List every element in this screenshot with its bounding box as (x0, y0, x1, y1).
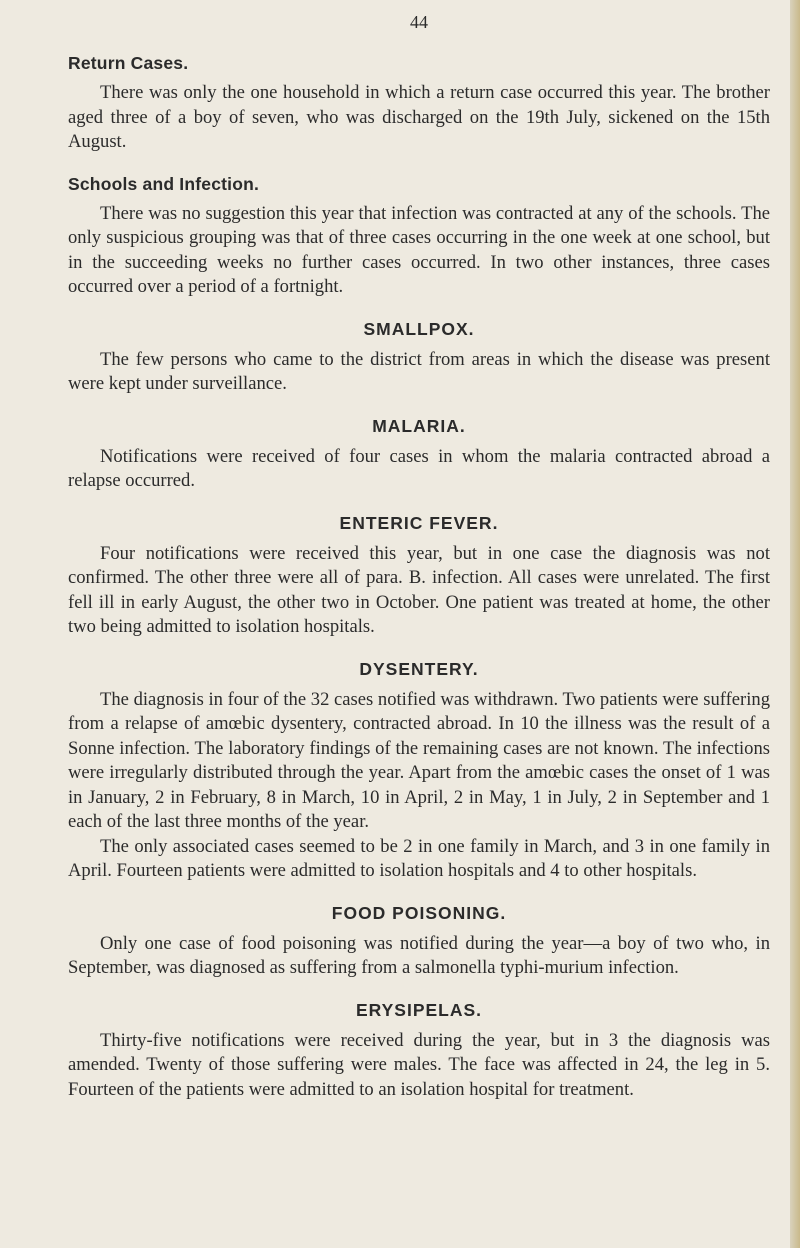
paragraph: The only associated cases seemed to be 2 in one family in March, and 3 in one family in April. Fourteen patients were admitted to isolation hospitals and 4 to other hospitals. (68, 835, 770, 881)
section-smallpox (68, 318, 770, 397)
paragraph: Only one case of food poisoning was notified during the year—a boy of two who, in September, was diagnosed as suffering from a salmonella typhi-murium infection. (68, 932, 770, 978)
paragraph: The diagnosis in four of the 32 cases notified was withdrawn. Two patients were suffering from a relapse of amœbic dysentery, contracted abroad. In 10 the illness was the result of a Sonne infection. The laboratory findings of the remaining cases are not known. The infections were irregularly distributed through the year. Apart from the amœbic cases the onset of 1 was in January, 2 in February, 8 in March, 10 in April, 2 in May, 1 in July, 2 in September and 1 each of the last three months of the year. (68, 688, 770, 832)
section-food-poisoning (68, 902, 770, 981)
section-erysipelas (68, 999, 770, 1103)
section-enteric-fever (68, 512, 770, 640)
section-return-cases (68, 52, 770, 155)
section-heading: MALARIA. (372, 415, 466, 436)
section-heading: Schools and Infection. (68, 173, 260, 194)
page-number: 44 (410, 12, 428, 32)
page-content (68, 10, 770, 1120)
paragraph: Four notifications were received this year, but in one case the diagnosis was not confirmed. The other three were all of para. B. infection. All cases were unrelated. The first fell ill in early August, the other two in October. One patient was treated at home, the other two being admitted to isolation hospitals. (68, 542, 770, 637)
section-dysentery (68, 658, 770, 884)
section-heading: Return Cases. (68, 53, 189, 73)
paragraph: There was only the one household in which a return case occurred this year. The brother aged three of a boy of seven, who was discharged on the 19th July, sickened on the 15th August. (68, 82, 770, 152)
page-edge-shadow (790, 0, 800, 1248)
section-heading: DYSENTERY. (359, 658, 479, 679)
paragraph: The few persons who came to the district from areas in which the disease was present were kept under surveillance. (68, 348, 770, 394)
paragraph: Thirty-five notifications were received during the year, but in 3 the diagnosis was amended. Twenty of those suffering were males. The face was affected in 24, the leg in 5. Fourteen of the patients were admitted to an isolation hospital for treatment. (68, 1029, 770, 1100)
section-heading: SMALLPOX. (363, 318, 475, 339)
section-heading: FOOD POISONING. (331, 902, 507, 923)
paragraph: There was no suggestion this year that infection was contracted at any of the schools. The only suspicious grouping was that of three cases occurring in the one week at one school, but in the succeeding weeks no further cases occurred. In two other instances, three cases occurred over a period of a fortnight. (68, 202, 770, 297)
section-heading: ERYSIPELAS. (355, 999, 483, 1020)
section-heading: ENTERIC FEVER. (339, 512, 499, 533)
paragraph: Notifications were received of four cases in whom the malaria contracted abroad a relapse occurred. (68, 445, 770, 491)
section-malaria (68, 415, 770, 494)
section-schools-and-infection (68, 173, 770, 300)
